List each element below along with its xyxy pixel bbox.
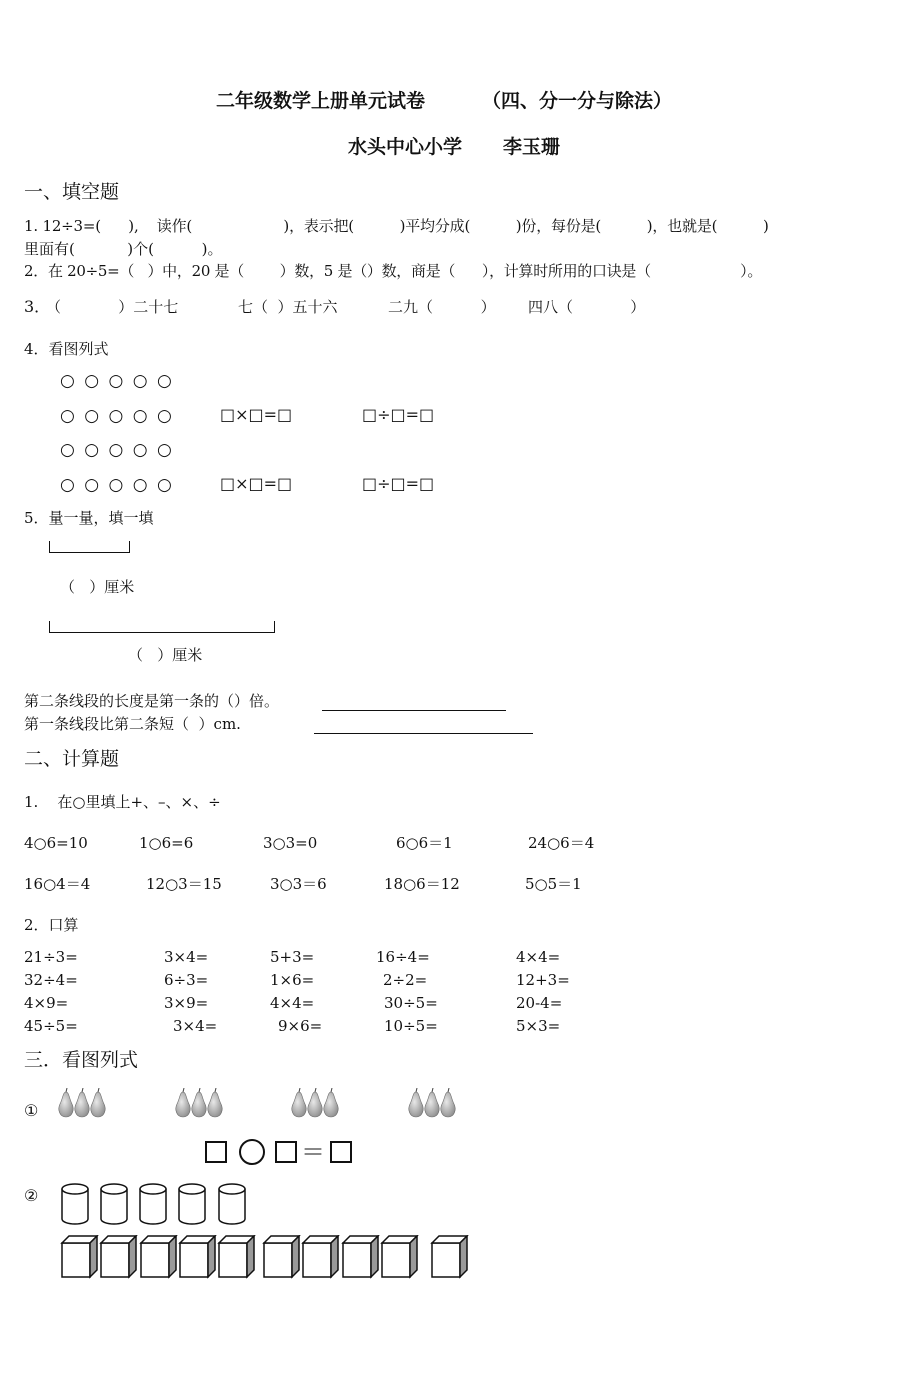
q3-number: 3． xyxy=(24,297,51,316)
mental-item: 32÷4= xyxy=(24,971,78,989)
line-segment-2 xyxy=(49,621,275,633)
op-item: 5○5＝1 xyxy=(525,875,582,893)
q3-item: 四八（ ） xyxy=(528,298,646,316)
div-expression: □÷□=□ xyxy=(362,474,435,493)
mental-item: 9×6= xyxy=(278,1017,323,1035)
mental-item: 3×4= xyxy=(173,1017,218,1035)
q4-label: 4．看图列式 xyxy=(24,340,109,358)
mental-item: 4×9= xyxy=(24,994,69,1012)
op-item: 6○6＝1 xyxy=(396,834,453,852)
op-item: 3○3=0 xyxy=(263,834,318,852)
mental-item: 3×4= xyxy=(164,948,209,966)
mental-item: 3×9= xyxy=(164,994,209,1012)
mental-item: 4×4= xyxy=(270,994,315,1012)
pear-groups-picture xyxy=(56,1088,476,1120)
seg2-answer: （ ）厘米 xyxy=(128,646,203,664)
circle-row: ○ ○ ○ ○ ○ xyxy=(60,475,174,495)
answer-blank[interactable] xyxy=(314,719,533,734)
mental-item: 20-4= xyxy=(516,994,563,1012)
calc-q1-label: 1. 在○里填上+、–、×、÷ xyxy=(24,793,221,811)
op-item: 18○6＝12 xyxy=(384,875,460,893)
div-expression: □÷□=□ xyxy=(362,405,435,424)
q3-item: （ ）二十七 xyxy=(46,298,179,316)
q5-line1: 第二条线段的长度是第一条的（）倍。 xyxy=(24,692,280,710)
mental-item: 45÷5= xyxy=(24,1017,78,1035)
q3-item: 二九（ ） xyxy=(388,298,496,316)
author-name: 李玉珊 xyxy=(503,136,561,158)
exam-title: 二年级数学上册单元试卷 xyxy=(216,90,426,112)
answer-box[interactable] xyxy=(330,1141,352,1163)
q2-text: 2．在 20÷5=（ ）中，20 是（ ）数，5 是（）数，商是（ ），计算时所用的口诀是（ ）。 xyxy=(24,262,763,280)
operator-circle[interactable] xyxy=(239,1139,265,1165)
mental-item: 1×6= xyxy=(270,971,315,989)
mult-expression: □×□=□ xyxy=(220,474,293,493)
op-item: 12○3＝15 xyxy=(146,875,222,893)
circle-row: ○ ○ ○ ○ ○ xyxy=(60,406,174,426)
picture-2-number: ② xyxy=(24,1186,39,1205)
op-item: 1○6=6 xyxy=(139,834,194,852)
q1-line1: 1. 12÷3=( ), 读作( )，表示把( )平均分成( )份，每份是( )，也就是( ) xyxy=(24,217,769,235)
op-item: 3○3＝6 xyxy=(270,875,327,893)
circle-row: ○ ○ ○ ○ ○ xyxy=(60,371,174,391)
mental-item: 10÷5= xyxy=(384,1017,438,1035)
mental-item: 5×3= xyxy=(516,1017,561,1035)
q1-line2: 里面有( )个( )。 xyxy=(24,240,223,258)
op-item: 16○4＝4 xyxy=(24,875,91,893)
op-item: 4○6=10 xyxy=(24,834,88,852)
seg1-answer: （ ）厘米 xyxy=(60,578,135,596)
circle-row: ○ ○ ○ ○ ○ xyxy=(60,440,174,460)
calc-q2-label: 2．口算 xyxy=(24,916,79,934)
mult-expression: □×□=□ xyxy=(220,405,293,424)
mental-item: 30÷5= xyxy=(384,994,438,1012)
mental-item: 4×4= xyxy=(516,948,561,966)
q5-line2: 第一条线段比第二条短（ ）cm. xyxy=(24,715,241,733)
mental-item: 12+3= xyxy=(516,971,570,989)
mental-item: 16÷4= xyxy=(376,948,430,966)
line-segment-1 xyxy=(49,541,130,553)
op-item: 24○6＝4 xyxy=(528,834,595,852)
cylinders-picture xyxy=(60,1183,260,1227)
q3-item: 七（ ）五十六 xyxy=(238,298,338,316)
section3-heading: 三．看图列式 xyxy=(24,1049,139,1071)
exam-unit: （四、分一分与除法） xyxy=(482,90,673,112)
section2-heading: 二、计算题 xyxy=(24,748,120,770)
answer-box[interactable] xyxy=(205,1141,227,1163)
answer-box[interactable] xyxy=(275,1141,297,1163)
mental-item: 2÷2= xyxy=(383,971,428,989)
q5-label: 5．量一量，填一填 xyxy=(24,509,154,527)
section1-heading: 一、填空题 xyxy=(24,181,120,203)
mental-item: 5+3= xyxy=(270,948,315,966)
cubes-picture xyxy=(60,1235,472,1281)
picture-1-number: ① xyxy=(24,1101,39,1120)
school-name: 水头中心小学 xyxy=(348,136,463,158)
mental-item: 21÷3= xyxy=(24,948,78,966)
answer-blank[interactable] xyxy=(322,696,506,711)
equals-sign: ＝ xyxy=(301,1138,325,1166)
mental-item: 6÷3= xyxy=(164,971,209,989)
